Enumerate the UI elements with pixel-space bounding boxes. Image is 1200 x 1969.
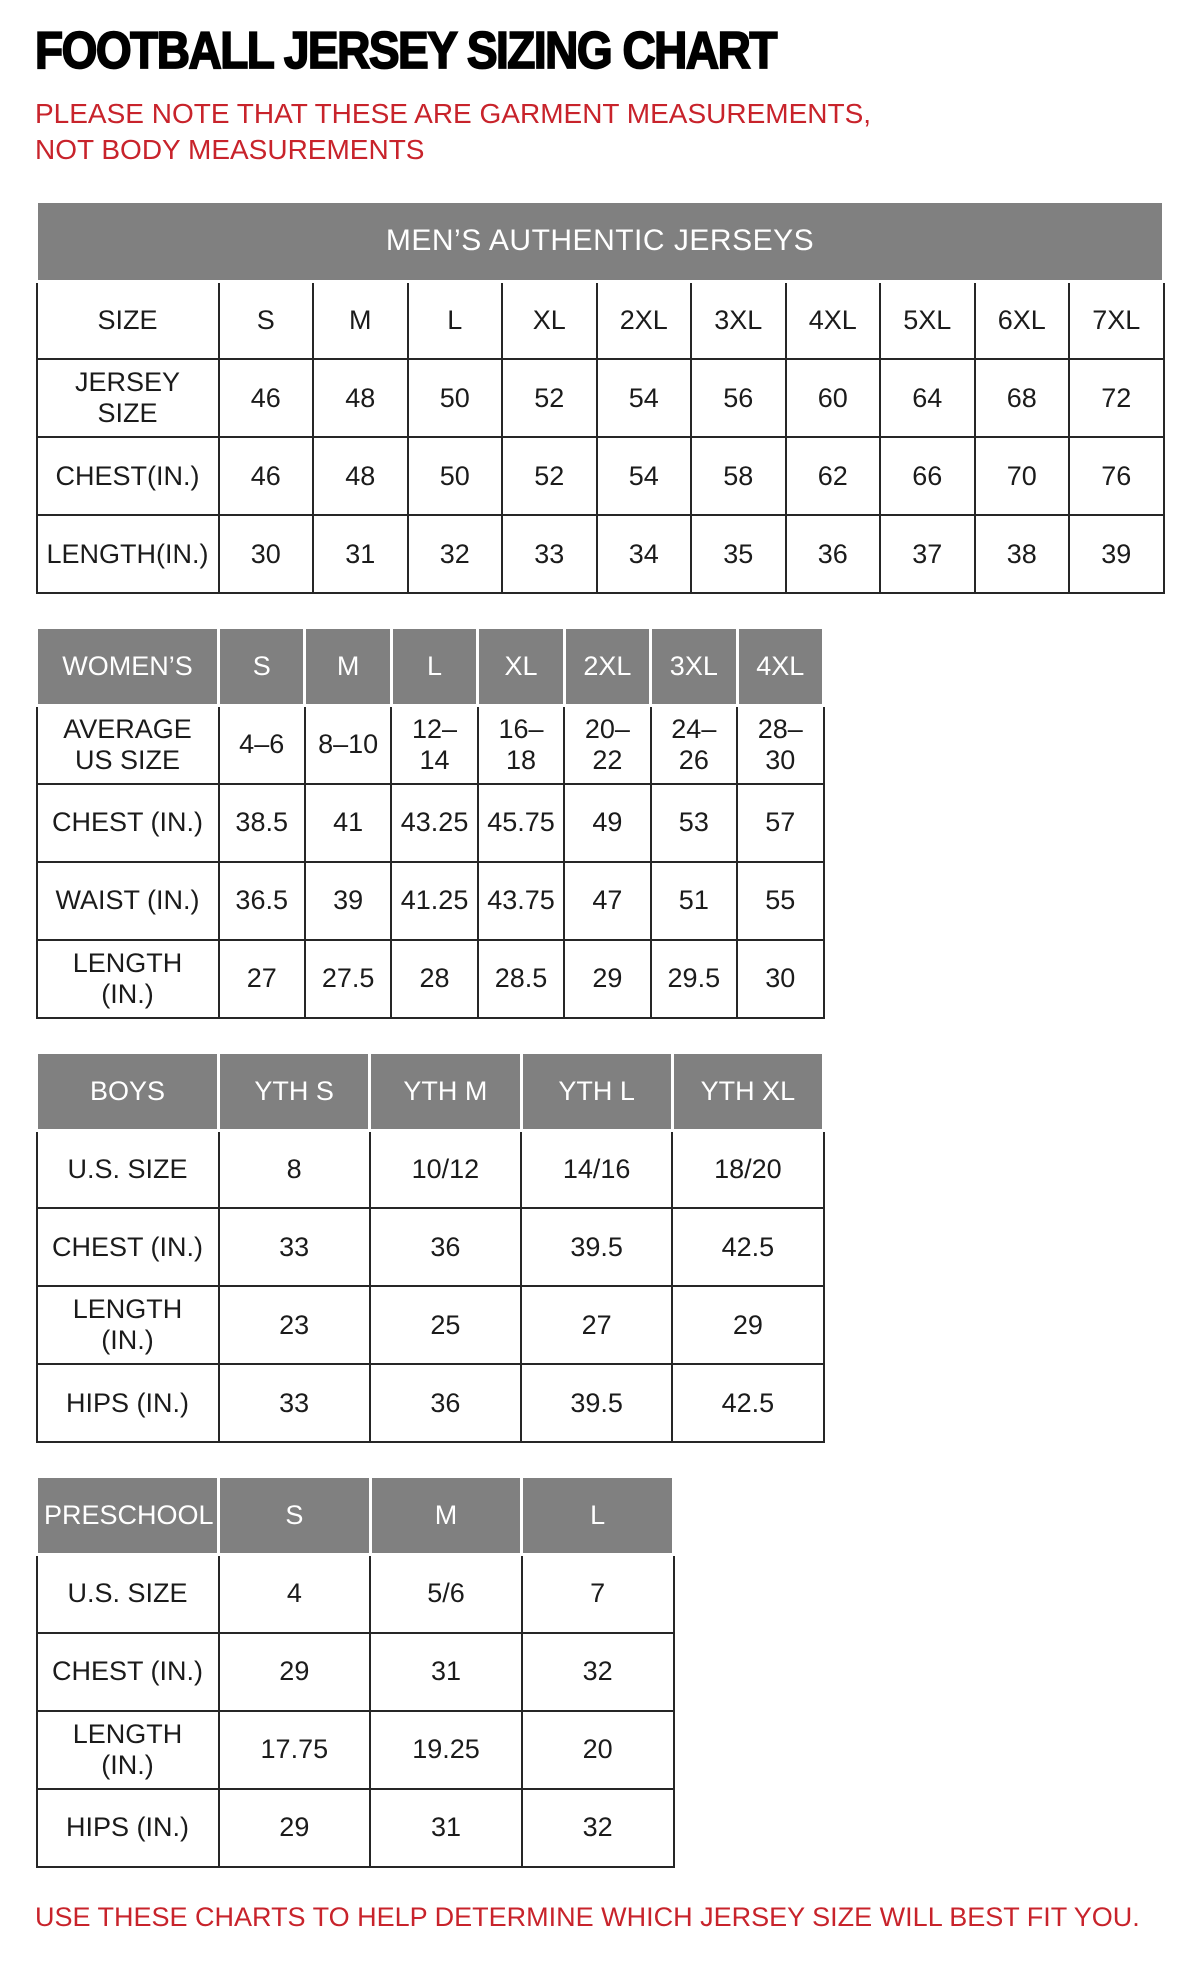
value-cell: 41 [305, 784, 391, 862]
value-cell: 32 [522, 1633, 674, 1711]
size-header-cell: YTH S [219, 1052, 370, 1130]
value-cell: 36 [370, 1208, 521, 1286]
fit-advice-footer: USE THESE CHARTS TO HELP DETERMINE WHICH JERSEY SIZE WILL BEST FIT YOU. [35, 1901, 1140, 1932]
value-cell: 29.5 [651, 940, 737, 1018]
value-cell: 50 [408, 359, 503, 437]
value-cell: 36 [370, 1364, 521, 1442]
value-cell: 33 [502, 515, 597, 593]
value-cell: 42.5 [672, 1364, 823, 1442]
value-cell: 68 [975, 359, 1070, 437]
value-cell: 29 [219, 1633, 371, 1711]
value-cell: 12–14 [391, 706, 477, 784]
value-cell: 55 [737, 862, 823, 940]
value-cell: 5XL [880, 281, 975, 359]
value-cell: 28–30 [737, 706, 823, 784]
value-cell: 37 [880, 515, 975, 593]
value-cell: 39.5 [521, 1208, 672, 1286]
value-cell: 31 [370, 1633, 522, 1711]
size-header-cell: M [305, 628, 391, 706]
row-label-cell: LENGTH (IN.) [37, 1286, 219, 1364]
size-header-cell: S [219, 1477, 371, 1555]
row-label-cell: LENGTH(IN.) [37, 515, 219, 593]
value-cell: 4XL [786, 281, 881, 359]
value-cell: M [313, 281, 408, 359]
value-cell: 14/16 [521, 1130, 672, 1208]
value-cell: 35 [691, 515, 786, 593]
table-row [37, 784, 824, 862]
value-cell: 45.75 [478, 784, 564, 862]
value-cell: 72 [1069, 359, 1164, 437]
womens-sizing-table [35, 626, 825, 1019]
row-label-cell: HIPS (IN.) [37, 1789, 219, 1867]
row-label-cell: WAIST (IN.) [37, 862, 219, 940]
row-label-cell: CHEST(IN.) [37, 437, 219, 515]
value-cell: L [408, 281, 503, 359]
value-cell: 41.25 [391, 862, 477, 940]
value-cell: XL [502, 281, 597, 359]
value-cell: 29 [564, 940, 650, 1018]
value-cell: 36 [786, 515, 881, 593]
mens-table-title: MEN’S AUTHENTIC JERSEYS [37, 201, 1164, 281]
value-cell: 46 [219, 437, 314, 515]
size-header-cell: 3XL [651, 628, 737, 706]
value-cell: 3XL [691, 281, 786, 359]
size-header-cell: YTH XL [672, 1052, 823, 1130]
garment-measurement-note: PLEASE NOTE THAT THESE ARE GARMENT MEASUREMENTS, NOT BODY MEASUREMENTS [35, 98, 872, 165]
value-cell: 19.25 [370, 1711, 522, 1789]
value-cell: 28 [391, 940, 477, 1018]
value-cell: 2XL [597, 281, 692, 359]
size-header-cell: L [391, 628, 477, 706]
size-header-cell: S [219, 628, 305, 706]
value-cell: 52 [502, 437, 597, 515]
table-row [37, 862, 824, 940]
row-label-cell: CHEST (IN.) [37, 784, 219, 862]
value-cell: 8 [219, 1130, 370, 1208]
value-cell: 8–10 [305, 706, 391, 784]
table-row [37, 940, 824, 1018]
table-row [37, 1364, 824, 1442]
table-row [37, 1130, 824, 1208]
table-row [37, 281, 1164, 359]
value-cell: 36.5 [219, 862, 305, 940]
table-row [37, 1555, 674, 1633]
table-row [37, 706, 824, 784]
row-label-cell: U.S. SIZE [37, 1555, 219, 1633]
value-cell: 20 [522, 1711, 674, 1789]
row-label-cell: AVERAGE US SIZE [37, 706, 219, 784]
value-cell: 7XL [1069, 281, 1164, 359]
value-cell: 27.5 [305, 940, 391, 1018]
table-row [37, 1789, 674, 1867]
value-cell: 39.5 [521, 1364, 672, 1442]
value-cell: 64 [880, 359, 975, 437]
value-cell: 24–26 [651, 706, 737, 784]
size-header-cell: XL [478, 628, 564, 706]
value-cell: 27 [521, 1286, 672, 1364]
value-cell: 54 [597, 437, 692, 515]
size-header-cell: L [522, 1477, 674, 1555]
size-header-cell: 2XL [564, 628, 650, 706]
value-cell: 70 [975, 437, 1070, 515]
value-cell: 46 [219, 359, 314, 437]
boys-header-row [37, 1052, 824, 1130]
row-label-cell: HIPS (IN.) [37, 1364, 219, 1442]
value-cell: 38 [975, 515, 1070, 593]
value-cell: 62 [786, 437, 881, 515]
value-cell: 7 [522, 1555, 674, 1633]
table-row [37, 1633, 674, 1711]
value-cell: 10/12 [370, 1130, 521, 1208]
value-cell: 4 [219, 1555, 371, 1633]
table-row [37, 1208, 824, 1286]
row-label-cell: LENGTH (IN.) [37, 940, 219, 1018]
row-label-cell: SIZE [37, 281, 219, 359]
value-cell: 42.5 [672, 1208, 823, 1286]
value-cell: 57 [737, 784, 823, 862]
value-cell: 54 [597, 359, 692, 437]
row-label-cell: CHEST (IN.) [37, 1208, 219, 1286]
value-cell: 47 [564, 862, 650, 940]
value-cell: 50 [408, 437, 503, 515]
row-label-cell: LENGTH (IN.) [37, 1711, 219, 1789]
value-cell: 48 [313, 359, 408, 437]
sizing-chart-page [35, 20, 1165, 1933]
preschool-header-row [37, 1477, 674, 1555]
value-cell: S [219, 281, 314, 359]
value-cell: 30 [219, 515, 314, 593]
value-cell: 48 [313, 437, 408, 515]
table-row [37, 515, 1164, 593]
value-cell: 6XL [975, 281, 1070, 359]
value-cell: 25 [370, 1286, 521, 1364]
value-cell: 17.75 [219, 1711, 371, 1789]
value-cell: 58 [691, 437, 786, 515]
boys-header-label: BOYS [37, 1052, 219, 1130]
preschool-header-label: PRESCHOOL [37, 1477, 219, 1555]
table-row [37, 1711, 674, 1789]
size-header-cell: 4XL [737, 628, 823, 706]
value-cell: 39 [1069, 515, 1164, 593]
value-cell: 32 [522, 1789, 674, 1867]
value-cell: 31 [370, 1789, 522, 1867]
value-cell: 51 [651, 862, 737, 940]
size-header-cell: YTH L [521, 1052, 672, 1130]
value-cell: 27 [219, 940, 305, 1018]
row-label-cell: JERSEY SIZE [37, 359, 219, 437]
value-cell: 18/20 [672, 1130, 823, 1208]
womens-header-row [37, 628, 824, 706]
table-row [37, 1286, 824, 1364]
value-cell: 34 [597, 515, 692, 593]
table-row [37, 359, 1164, 437]
value-cell: 32 [408, 515, 503, 593]
preschool-sizing-table [35, 1475, 675, 1868]
value-cell: 33 [219, 1364, 370, 1442]
value-cell: 52 [502, 359, 597, 437]
value-cell: 66 [880, 437, 975, 515]
value-cell: 31 [313, 515, 408, 593]
size-header-cell: M [370, 1477, 522, 1555]
value-cell: 23 [219, 1286, 370, 1364]
value-cell: 16–18 [478, 706, 564, 784]
value-cell: 4–6 [219, 706, 305, 784]
mens-authentic-jerseys-table [35, 200, 1165, 595]
value-cell: 29 [672, 1286, 823, 1364]
mens-title-row [37, 201, 1164, 281]
table-row [37, 437, 1164, 515]
value-cell: 38.5 [219, 784, 305, 862]
value-cell: 33 [219, 1208, 370, 1286]
value-cell: 76 [1069, 437, 1164, 515]
size-header-cell: YTH M [370, 1052, 521, 1130]
value-cell: 49 [564, 784, 650, 862]
value-cell: 20–22 [564, 706, 650, 784]
row-label-cell: CHEST (IN.) [37, 1633, 219, 1711]
boys-sizing-table [35, 1051, 825, 1444]
value-cell: 29 [219, 1789, 371, 1867]
row-label-cell: U.S. SIZE [37, 1130, 219, 1208]
womens-header-label: WOMEN’S [37, 628, 219, 706]
value-cell: 53 [651, 784, 737, 862]
value-cell: 43.25 [391, 784, 477, 862]
value-cell: 30 [737, 940, 823, 1018]
value-cell: 39 [305, 862, 391, 940]
value-cell: 56 [691, 359, 786, 437]
value-cell: 60 [786, 359, 881, 437]
page-title: FOOTBALL JERSEY SIZING CHART [35, 21, 776, 80]
value-cell: 43.75 [478, 862, 564, 940]
value-cell: 28.5 [478, 940, 564, 1018]
value-cell: 5/6 [370, 1555, 522, 1633]
